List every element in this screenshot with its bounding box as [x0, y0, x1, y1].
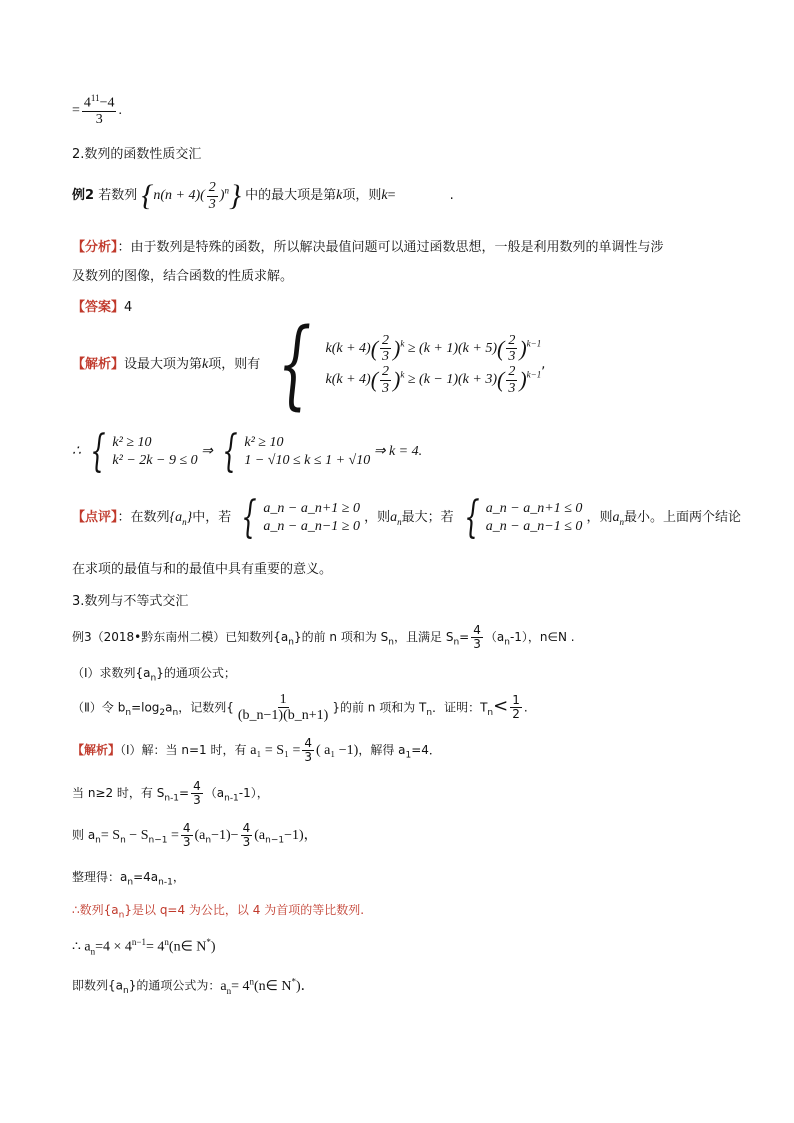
system-row-2: k(k + 4)( $\frac{2}{3}$ )$^k$ ≥ (k − 1)(k + 3)( $\frac{2}{3}$ )$^{k-1}$: [325, 364, 542, 396]
solution-3-line-6: ∴ $a_n=4 \times 4^{n-1}=$ $4^n(n\in$ N*): [72, 937, 216, 957]
line-result-fraction: = $\frac{4^{11}-4}{3}$ .: [72, 93, 122, 128]
solution-label: 【解析】: [72, 356, 125, 372]
analysis-line-2: 及数列的图像，结合函数的性质求解。: [72, 269, 294, 284]
analysis-label: 【分析】: [72, 240, 118, 255]
answer-value: 4: [124, 300, 133, 315]
inequality-system: { k(k + 4)( $\frac{2}{3}$ )$^k$ ≥ (k + 1)(k + 5)( $\frac{2}{3}$ )$^{k-1}$ k(k + 4)( $\frac{2}{3}$ )$^k$ ≥ (k − 1)(k + 3)( $\frac{2}{3}$ )$^{k-1}$: [278, 308, 542, 420]
solution-3-line-7: 即数列$\{a_n\}$的通项公式为：$a_n=$ $4^n(n\in$ N*)．: [72, 976, 315, 997]
answer-line: [72, 300, 132, 316]
comment-line-2: 在求项的最值与和的最值中具有重要的意义。: [72, 562, 333, 577]
comment-line-1: 【点评】：在数列$\{a_n\}$中，若 { a_n − a_n+1 ≥ 0 a_n − a_n−1 ≥ 0 ，则$a_n$最大；若 { a_n − a_n+1 ≤ 0 a_n − a_n−1 ≤ 0 ，则$a_n$最小。上面两个结论: [72, 492, 742, 543]
solution-line: 【解析】设最大项为第k项，则有 { k(k + 4)( $\frac{2}{3}$ )$^k$ ≥ (k + 1)(k + 5)( $\frac{2}{3}$ )$^{k-1}$ k(k + 4)( $\frac{2}{3}$ )$^k$ ≥ (k − 1)(k + 3)( $\frac{2}{3}$ )$^{k-1}$ ,: [72, 308, 546, 420]
question-2: （Ⅱ）令 $b_n=\log_2a_n$，记数列{ $\frac{1}{(b\_n-1)(b\_n+1)}$ }的前 n 项和为 $T_n$．证明：$T_n<$ $\frac{1}{2}$ .: [72, 692, 528, 724]
therefore-line: ∴ { k² ≥ 10 k² − 2k − 9 ≤ 0 ⇒ { k² ≥ 10 1 − √10 ≤ k ≤ 1 + √10 ⇒ k = 4.: [72, 426, 423, 477]
section-heading-3: 3.数列与不等式交汇: [72, 594, 189, 609]
example-2-line: 例2 若数列 {n(n + 4)( $\frac{2}{3}$ )$^n$} 中的最大项是第k项，则k= .: [72, 179, 454, 212]
question-1: （Ⅰ）求数列$\{a_n\}$的通项公式；: [72, 666, 236, 684]
answer-label: 【答案】: [72, 300, 125, 315]
solution-3-line-3: 则 $a_n= S_n - S_{n-1}$ = $\frac{4}{3}$ $(a_n-1)-$ $\frac{4}{3}$ $(a_{n-1}-1)$，: [72, 821, 318, 850]
fraction: $\frac{4^{11}-4}{3}$: [83, 93, 115, 128]
solution-3-label: 【解析】: [72, 743, 121, 758]
sequence-expression: {n(n + 4)( $\frac{2}{3}$ )$^n$}: [141, 179, 241, 212]
equals-sign: =: [72, 102, 80, 118]
solution-3-line-5: ∴数列$\{a_n\}$是以 q=4 为公比，以 4 为首项的等比数列.: [72, 903, 365, 921]
section-heading-2: 2.数列的函数性质交汇: [72, 147, 202, 162]
solution-3-line-4: 整理得：$a_n=4a_{n-1}$，: [72, 870, 185, 888]
example-3-line: 例3（2018•黔东南州二模）已知数列$\{a_n\}$的前 n 项和为 $S_n$，且满足 $S_n=$ $\frac{4}{3}$ $(a_n-1)$，n∈N .: [72, 623, 575, 652]
example-label: 例2: [72, 188, 95, 204]
analysis-line-1: 【分析】：由于数列是特殊的函数，所以解决最值问题可以通过函数思想，一般是利用数列的单调性与涉: [72, 240, 664, 255]
system-row-1: k(k + 4)( $\frac{2}{3}$ )$^k$ ≥ (k + 1)(k + 5)( $\frac{2}{3}$ )$^{k-1}$: [325, 332, 542, 364]
comment-label: 【点评】: [72, 510, 118, 526]
solution-3-line-2: 当 n≥2 时，有 $S_{n-1}=$ $\frac{4}{3}$ $(a_{n-1}-1)$，: [72, 779, 269, 808]
solution-3-line-1: 【解析】（Ⅰ）解：当 n=1 时，有 a₁ = S₁ = $\frac{4}{3}$ ( a₁ −1)，解得 $a_1=4$．: [72, 736, 441, 765]
